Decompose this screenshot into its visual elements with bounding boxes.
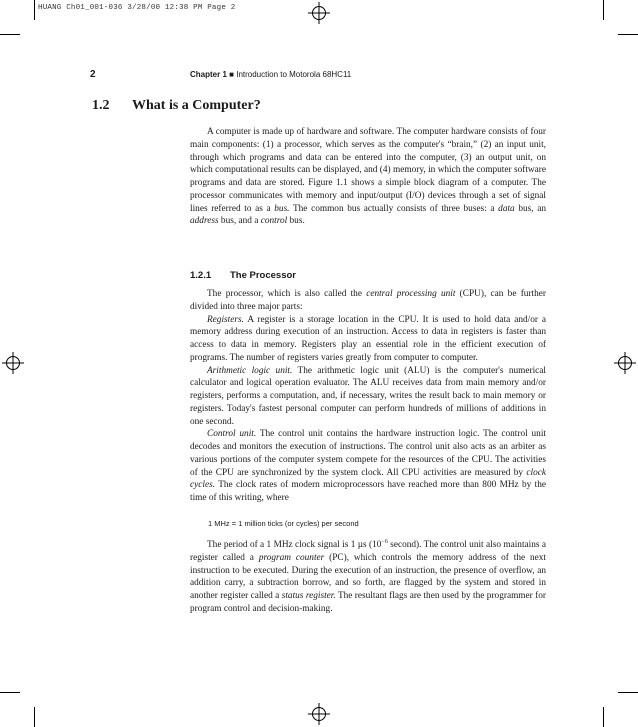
chapter-title: Chapter 1 ■ Introduction to Motorola 68HC11 (190, 70, 352, 79)
page-number: 2 (90, 69, 96, 80)
registration-mark-left (2, 352, 24, 374)
subsection-heading (190, 270, 296, 281)
clock-formula: 1 MHz = 1 million ticks (or cycles) per second (208, 519, 359, 528)
section-number: 1.2 (92, 98, 110, 113)
subsection-title: The Processor (230, 270, 296, 281)
registers-paragraph-wrap (190, 314, 546, 505)
registration-mark-right (614, 352, 636, 374)
subsection-number: 1.2.1 (190, 270, 212, 281)
registers-paragraph: Registers. A register is a storage location in the CPU. It is used to hold data and/or a memory address during execution of an instruction. Access to data in registers is faster than access to data in memory. Registers play an essential role in the efficient execution of programs. The number of registers varies greatly from computer to computer. (190, 314, 546, 363)
section-title: What is a Computer? (132, 98, 261, 113)
closing-body (190, 536, 546, 616)
registration-mark-top (308, 2, 330, 24)
processor-body (190, 288, 546, 314)
alu-paragraph: Arithmetic logic unit. The arithmetic logic unit (ALU) is the computer's numerical calculator and logical operation evaluator. The ALU receives data from main memory and/or registers, performs a computation, and, if necessary, writes the result back to main memory or registers. Today's fastest personal computer can perform hundreds of millions of additions in one second. (190, 365, 546, 427)
intro-paragraph: A computer is made up of hardware and software. The computer hardware consists of four main components: (1) a processor, which serves as the computer's “brain,” (2) an input unit, through which programs and data can be entered into the computer, (3) an output unit, on which computational results can be displayed, and (4) memory, in which the computer software programs and data are stored. Figure 1.1 shows a simple block diagram of a computer. The processor communicates with memory and input/output (I/O) devices through a set of signal lines referred to as a bus. The common bus actually consists of three buses: a data bus, an address bus, and a control bus. (190, 127, 546, 227)
closing-paragraph: The period of a 1 MHz clock signal is 1 µs ($10^{-6}$ second). The control unit also maintains a register called a program counter (PC), which controls the memory address of the next instruction to be executed. During the execution of an instruction, the presence of overflow, an addition carry, a subtraction borrow, and so forth, are flagged by the system and stored in another register called a status register. The resultant flags are then used by the programmer for program control and decision-making. (190, 539, 546, 614)
registration-mark-bottom (308, 703, 330, 725)
control-unit-paragraph: Control unit. The control unit contains the hardware instruction logic. The control unit decodes and monitors the execution of instructions. The control unit also acts as an arbiter as various portions of the computer system compete for the resources of the CPU. The activities of the CPU are synchronized by the system clock. All CPU activities are measured by clock cycles. The clock rates of modern microprocessors have reached more than 800 MHz by the time of this writing, where (190, 429, 546, 503)
section-heading (92, 98, 261, 114)
intro-body (190, 126, 546, 228)
processor-intro-paragraph: The processor, which is also called the central processing unit (CPU), can be further divided into three major parts: (190, 289, 546, 312)
printer-slug: HUANG Ch01_001-036 3/28/00 12:38 PM Page 2 (38, 4, 236, 12)
